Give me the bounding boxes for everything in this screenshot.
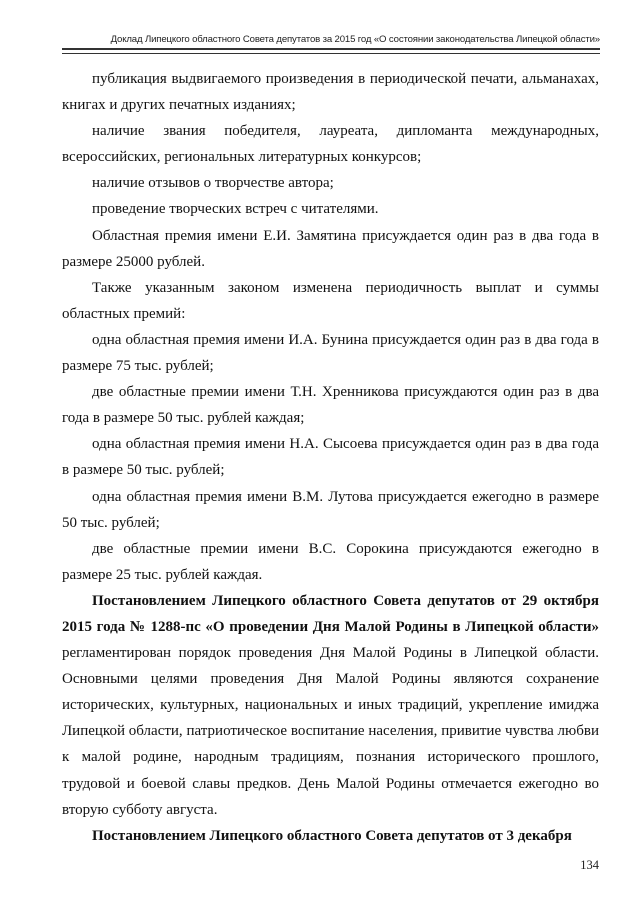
paragraph: две областные премии имени Т.Н. Хренникова присуждаются один раз в два года в размере 50 тыс. рублей каждая; <box>62 384 599 427</box>
page-number: 134 <box>580 858 599 872</box>
paragraph: публикация выдвигаемого произведения в периодической печати, альманахах, книгах и других печатных изданиях; <box>62 71 599 114</box>
resolution-text: регламентирован порядок проведения Дня Малой Родины в Липецкой области. Основными целями проведения Дня Малой Родины являются сохранение исторических, культурных, национальных и иных традиций, укрепление имиджа Липецкой области, патриотическое воспитание населения, привитие чувства любви к малой родине, народным традициям, познания исторического прошлого, трудовой и боевой славы предков. День Малой Родины отмечается ежегодно во вторую субботу августа. <box>62 645 599 818</box>
paragraph: проведение творческих встреч с читателями. <box>92 201 379 218</box>
paragraph: наличие звания победителя, лауреата, дипломанта международных, всероссийских, региональных литературных конкурсов; <box>62 123 599 166</box>
paragraph: одна областная премия имени В.М. Лутова присуждается ежегодно в размере 50 тыс. рублей; <box>62 488 599 531</box>
resolution-title: Постановлением Липецкого областного Совета депутатов от 29 октября 2015 года № 1288-пс «О проведении Дня Малой Родины в Липецкой области» <box>62 592 599 635</box>
header-rule <box>62 48 600 54</box>
paragraph: одна областная премия имени И.А. Бунина присуждается один раз в два года в размере 75 тыс. рублей; <box>62 331 599 375</box>
paragraph: две областные премии имени В.С. Сорокина присуждаются ежегодно в размере 25 тыс. рублей каждая. <box>62 540 599 583</box>
paragraph: Областная премия имени Е.И. Замятина присуждается один раз в два года в размере 25000 рублей. <box>62 227 599 270</box>
paragraph: Также указанным законом изменена периодичность выплат и суммы областных премий: <box>62 279 599 322</box>
running-header: Доклад Липецкого областного Совета депутатов за 2015 год «О состоянии законодательства Липецкой области» <box>110 34 600 45</box>
resolution-title: Постановлением Липецкого областного Совета депутатов от 3 декабря <box>92 827 572 844</box>
paragraph: наличие отзывов о творчестве автора; <box>92 175 334 192</box>
paragraph: одна областная премия имени Н.А. Сысоева присуждается один раз в два года в размере 50 тыс. рублей; <box>62 436 599 479</box>
body-text <box>62 66 599 849</box>
resolution-paragraph <box>62 588 599 823</box>
resolution-paragraph <box>62 823 599 849</box>
